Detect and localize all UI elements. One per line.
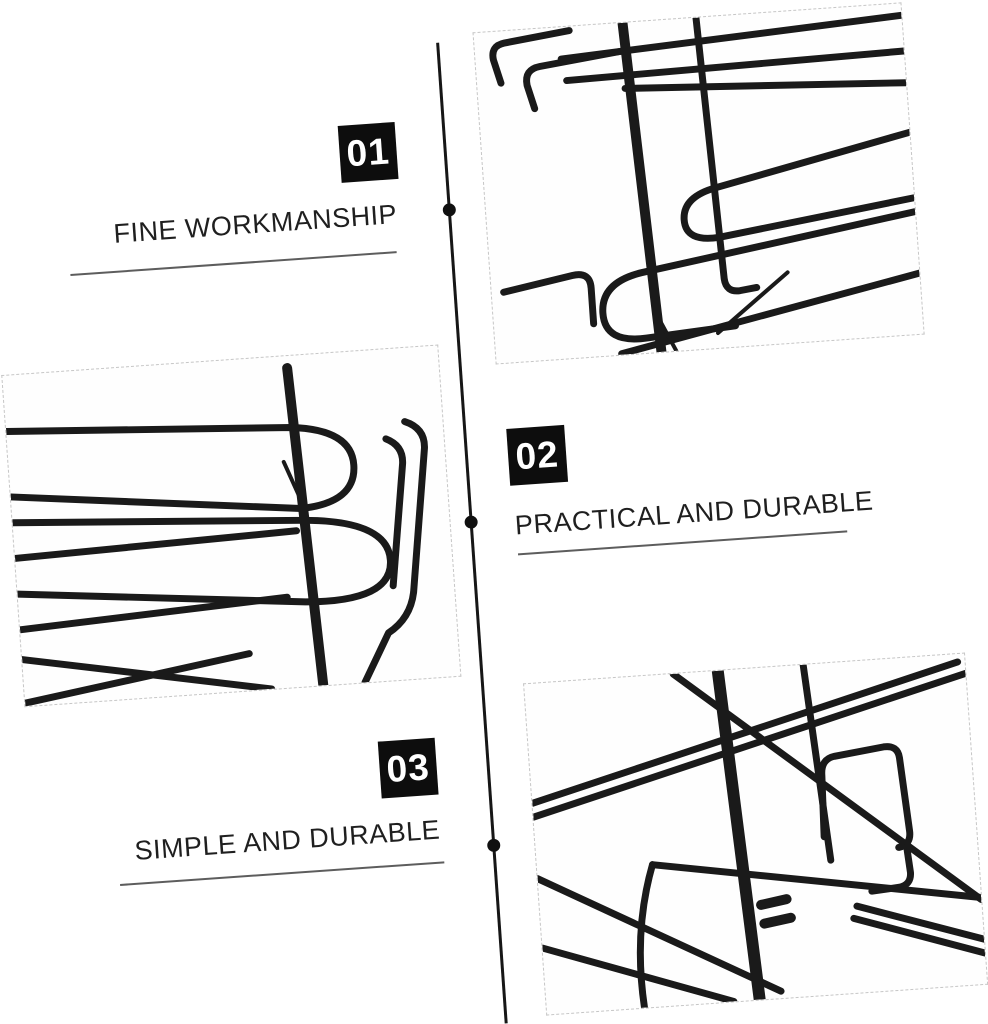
feature-3-number: 03 (385, 745, 432, 790)
feature-1-underline (70, 251, 396, 276)
wire-rack-base-art (524, 654, 987, 1015)
feature-1-label: FINE WORKMANSHIP (112, 199, 399, 249)
leader-dot-icon (442, 203, 456, 217)
feature-3-number-badge (378, 738, 439, 799)
feature-2-number-badge (506, 425, 568, 486)
feature-2-label: PRACTICAL AND DURABLE (513, 485, 875, 541)
feature-2-number: 02 (514, 432, 561, 477)
wire-rack-corner-art (474, 3, 924, 363)
feature-1-number-badge (338, 122, 399, 183)
rack-side-rails-photo (1, 344, 461, 707)
rack-top-corner-photo (472, 2, 924, 364)
rack-base-frame-photo (523, 652, 988, 1015)
leader-dot-icon (464, 515, 478, 529)
leader-dot-icon (487, 838, 501, 852)
feature-3-label: SIMPLE AND DURABLE (133, 814, 442, 866)
wire-rack-rails-art (2, 346, 460, 707)
feature-1-number: 01 (345, 129, 392, 174)
